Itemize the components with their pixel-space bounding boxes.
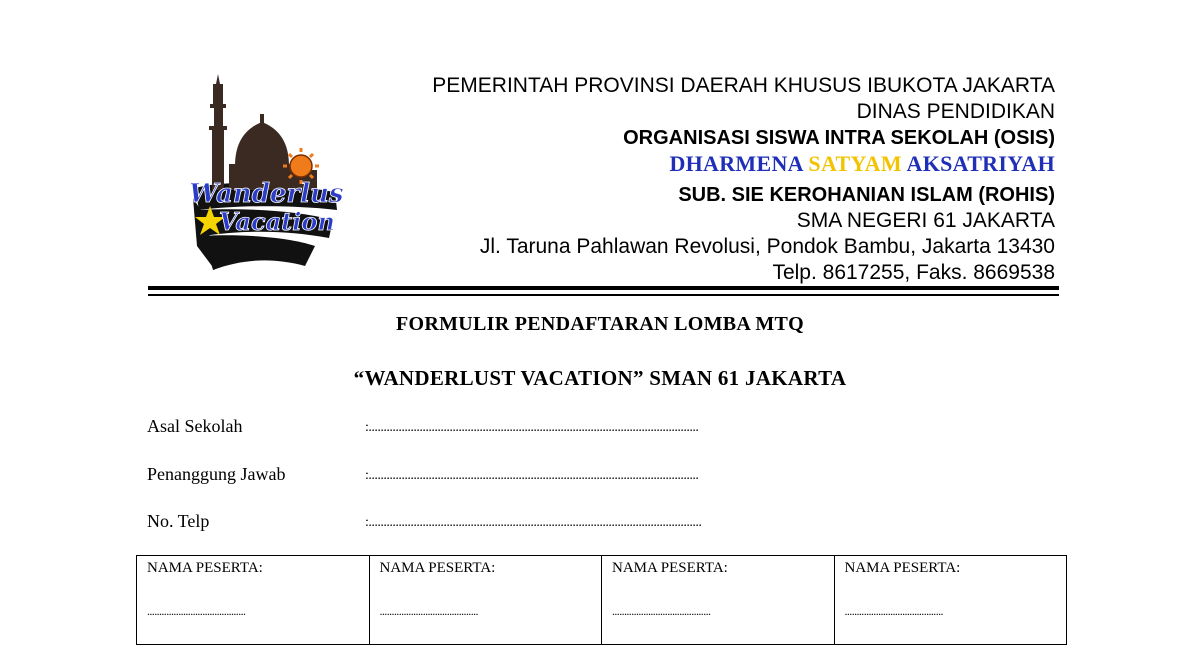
participant-header: NAMA PESERTA: (844, 560, 961, 576)
form-title: FORMULIR PENDAFTARAN LOMBA MTQ (395, 313, 805, 335)
letterhead-divider-thin (148, 294, 1059, 296)
form-subtitle: “WANDERLUST VACATION” SMAN 61 JAKARTA (353, 366, 847, 390)
field-fill-asal-sekolah[interactable]: :.............................................................................................................. (365, 420, 699, 435)
field-label-penanggung-jawab: Penanggung Jawab (147, 464, 286, 484)
logo-text-line1: Wanderlust (189, 179, 345, 209)
participant-name-fill[interactable]: ......................................... (612, 604, 711, 618)
participant-cell (137, 556, 370, 644)
letterhead-organization: ORGANISASI SISWA INTRA SEKOLAH (OSIS) (623, 127, 1055, 149)
letterhead-address: Jl. Taruna Pahlawan Revolusi, Pondok Bambu, Jakarta 13430 (479, 235, 1055, 258)
participant-cell (370, 556, 603, 644)
participant-name-fill[interactable]: ......................................... (379, 604, 478, 618)
participant-header: NAMA PESERTA: (379, 560, 496, 576)
participant-header: NAMA PESERTA: (612, 560, 728, 576)
field-fill-penanggung-jawab[interactable]: :.............................................................................................................. (365, 468, 699, 483)
field-label-no-telp: No. Telp (147, 511, 210, 531)
wanderlust-vacation-logo (185, 70, 345, 280)
participant-name-fill[interactable]: ......................................... (147, 604, 246, 618)
participant-cell (835, 556, 1067, 644)
field-label-asal-sekolah: Asal Sekolah (147, 416, 243, 436)
participant-name-fill[interactable]: ......................................... (844, 604, 943, 618)
letterhead-divider-thick (148, 286, 1059, 290)
field-fill-no-telp[interactable]: :............................................................................................................... (365, 515, 702, 530)
motto-part1: DHARMENA (669, 151, 809, 176)
participant-cell (602, 556, 835, 644)
letterhead-division: SUB. SIE KEROHANIAN ISLAM (ROHIS) (678, 184, 1055, 206)
participants-table (136, 555, 1067, 645)
letterhead-school: SMA NEGERI 61 JAKARTA (796, 209, 1055, 232)
letterhead-contact: Telp. 8617255, Faks. 8669538 (772, 261, 1055, 284)
logo-graphic (185, 70, 345, 280)
letterhead-motto (669, 151, 1055, 177)
letterhead-government: PEMERINTAH PROVINSI DAERAH KHUSUS IBUKOTA JAKARTA (432, 74, 1055, 97)
participant-header: NAMA PESERTA: (147, 560, 263, 576)
motto-part3: AKSATRIYAH (901, 151, 1055, 176)
motto-part2: SATYAM (808, 151, 902, 176)
logo-text-line2: Vacation (219, 207, 335, 236)
letterhead-department: DINAS PENDIDIKAN (856, 100, 1055, 123)
